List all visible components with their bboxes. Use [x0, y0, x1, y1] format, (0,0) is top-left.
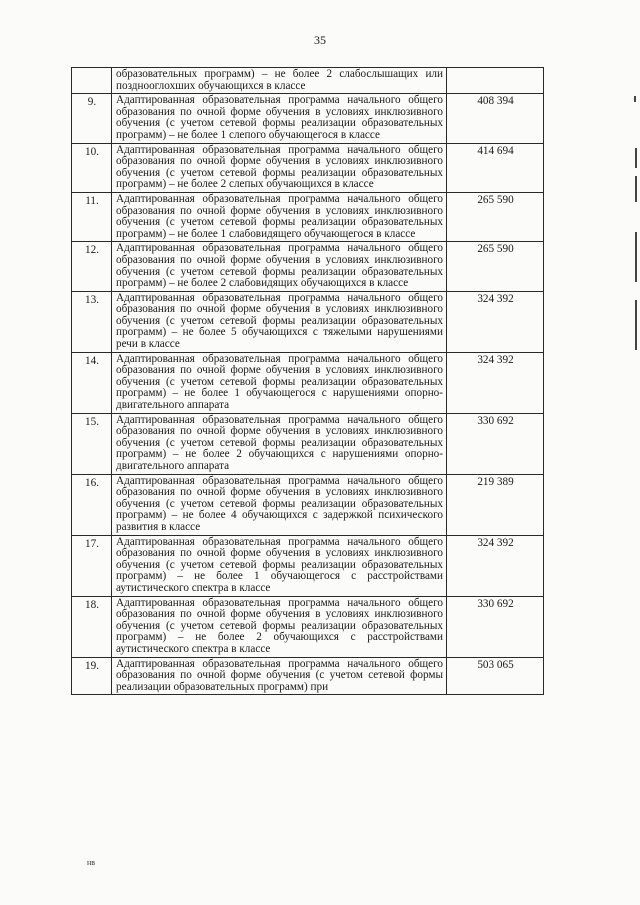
footer-mark: нв [87, 858, 96, 867]
table-row [72, 94, 544, 143]
program-description-cell: Адаптированная образовательная программа начального общего образования по очной форме обучения в условиях инклюзивного обучения (с учетом сетевой формы реализации образовательных программ) – не более 2 слабовидящих обучающихся в классе [112, 242, 447, 291]
scan-edge-mark [634, 96, 636, 102]
row-number-cell: 15. [72, 413, 112, 474]
program-description-cell: Адаптированная образовательная программа начального общего образования по очной форме обучения в условиях инклюзивного обучения (с учетом сетевой формы реализации образовательных программ) – не более 1 обучающегося с нарушениями опорно-двигательного аппарата [112, 352, 447, 413]
row-number-cell: 10. [72, 143, 112, 192]
program-description-cell: Адаптированная образовательная программа начального общего образования по очной форме обучения в условиях инклюзивного обучения (с учетом сетевой формы реализации образовательных программ) – не более 4 обучающихся с задержкой психического развития в классе [112, 474, 447, 535]
cost-value-cell: 265 590 [447, 242, 544, 291]
row-number-cell: 11. [72, 192, 112, 241]
row-number-cell: 14. [72, 352, 112, 413]
program-description-cell: Адаптированная образовательная программа начального общего образования по очной форме обучения в условиях инклюзивного обучения (с учетом сетевой формы реализации образовательных программ) – не более 2 обучающихся с расстройствами аутистического спектра в классе [112, 596, 447, 657]
table-row [72, 413, 544, 474]
scan-edge-mark [635, 300, 637, 350]
row-number-cell: 9. [72, 94, 112, 143]
table-row [72, 596, 544, 657]
program-description-cell: Адаптированная образовательная программа начального общего образования по очной форме обучения в условиях инклюзивного обучения (с учетом сетевой формы реализации образовательных программ) – не более 1 слепого обучающегося в классе [112, 94, 447, 143]
table-row [72, 242, 544, 291]
table-row [72, 535, 544, 596]
cost-value-cell: 503 065 [447, 657, 544, 695]
cost-value-cell: 330 692 [447, 413, 544, 474]
cost-value-cell: 324 392 [447, 535, 544, 596]
row-number-cell: 19. [72, 657, 112, 695]
cost-value-cell: 408 394 [447, 94, 544, 143]
table-row [72, 352, 544, 413]
table-row [72, 192, 544, 241]
row-number-cell: 12. [72, 242, 112, 291]
table-row [72, 474, 544, 535]
row-number-cell: 16. [72, 474, 112, 535]
program-description-cell: Адаптированная образовательная программа начального общего образования по очной форме обучения в условиях инклюзивного обучения (с учетом сетевой формы реализации образовательных программ) – не более 1 обучающегося с расстройствами аутистического спектра в классе [112, 535, 447, 596]
program-description-cell: Адаптированная образовательная программа начального общего образования по очной форме обучения в условиях инклюзивного обучения (с учетом сетевой формы реализации образовательных программ) – не более 1 слабовидящего обучающегося в классе [112, 192, 447, 241]
table-body [72, 68, 544, 695]
cost-value-cell: 324 392 [447, 352, 544, 413]
cost-value-cell: 324 392 [447, 291, 544, 352]
cost-value-cell: 414 694 [447, 143, 544, 192]
cost-value-cell [447, 68, 544, 94]
program-description-cell: Адаптированная образовательная программа начального общего образования по очной форме обучения в условиях инклюзивного обучения (с учетом сетевой формы реализации образовательных программ) – не более 2 обучающихся с нарушениями опорно-двигательного аппарата [112, 413, 447, 474]
row-number-cell: 17. [72, 535, 112, 596]
scan-edge-mark [635, 176, 637, 202]
scan-edge-mark [635, 148, 637, 168]
scan-edge-mark [635, 232, 637, 282]
cost-value-cell: 219 389 [447, 474, 544, 535]
table-row [72, 143, 544, 192]
row-number-cell [72, 68, 112, 94]
page-number: 35 [314, 33, 326, 47]
cost-value-cell: 330 692 [447, 596, 544, 657]
program-description-cell: Адаптированная образовательная программа начального общего образования по очной форме обучения в условиях инклюзивного обучения (с учетом сетевой формы реализации образовательных программ) – не более 5 обучающихся с тяжелыми нарушениями речи в классе [112, 291, 447, 352]
program-description-cell: Адаптированная образовательная программа начального общего образования по очной форме обучения (с учетом сетевой формы реализации образовательных программ) при [112, 657, 447, 695]
cost-value-cell: 265 590 [447, 192, 544, 241]
tariff-table [71, 67, 544, 695]
table-row [72, 291, 544, 352]
table-row [72, 657, 544, 695]
table-row [72, 68, 544, 94]
row-number-cell: 13. [72, 291, 112, 352]
program-description-cell: образовательных программ) – не более 2 слабослышащих или позднооглохших обучающихся в классе [112, 68, 447, 94]
program-description-cell: Адаптированная образовательная программа начального общего образования по очной форме обучения в условиях инклюзивного обучения (с учетом сетевой формы реализации образовательных программ) – не более 2 слепых обучающихся в классе [112, 143, 447, 192]
row-number-cell: 18. [72, 596, 112, 657]
